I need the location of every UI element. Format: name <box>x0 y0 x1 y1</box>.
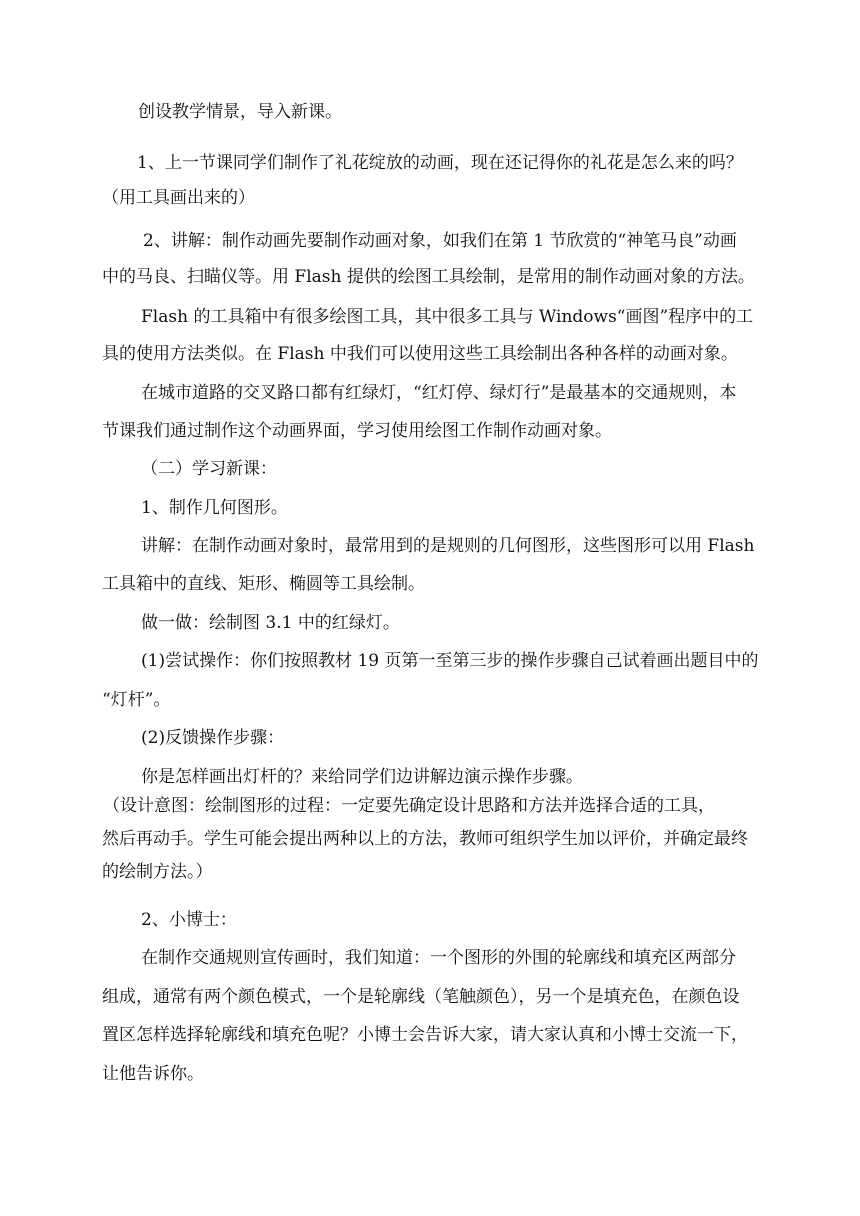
text-line: 让他告诉你。 <box>102 1064 204 1084</box>
text-line: （设计意图：绘制图形的过程：一定要先确定设计思路和方法并选择合适的工具， <box>103 796 715 816</box>
text-line: Flash 的工具箱中有很多绘图工具，其中很多工具与 Windows“画图”程序中的工 <box>141 307 754 327</box>
text-line: 然后再动手。学生可能会提出两种以上的方法，教师可组织学生加以评价，并确定最终 <box>102 829 748 849</box>
text-line: 你是怎样画出灯杆的？来给同学们边讲解边演示操作步骤。 <box>141 767 583 787</box>
text-line: 节课我们通过制作这个动画界面，学习使用绘图工作制作动画对象。 <box>102 421 612 441</box>
text-line: 在城市道路的交叉路口都有红绿灯，“红灯停、绿灯行”是最基本的交通规则，本 <box>141 383 737 403</box>
text-line: 的绘制方法。） <box>102 862 213 882</box>
text-line: 1、上一节课同学们制作了礼花绽放的动画，现在还记得你的礼花是怎么来的吗？ <box>137 153 743 173</box>
text-line: 创设教学情景，导入新课。 <box>138 102 342 122</box>
text-line: (1)尝试操作：你们按照教材 19 页第一至第三步的操作步骤自己试着画出题目中的 <box>141 651 759 671</box>
subheading: 2、小博士： <box>141 910 237 930</box>
text-line: 中的马良、扫瞄仪等。用 Flash 提供的绘图工具绘制，是常用的制作动画对象的方法。 <box>102 267 755 287</box>
text-line: “灯杆”。 <box>102 690 171 710</box>
text-line: 2、讲解：制作动画先要制作动画对象，如我们在第 1 节欣赏的“神笔马良”动画 <box>143 231 737 251</box>
text-line: 具的使用方法类似。在 Flash 中我们可以使用这些工具绘制出各种各样的动画对象。 <box>102 344 738 364</box>
text-line: 组成，通常有两个颜色模式，一个是轮廓线（笔触颜色），另一个是填充色，在颜色设 <box>102 987 740 1007</box>
section-heading: （二）学习新课： <box>141 459 277 479</box>
text-line: (2)反馈操作步骤： <box>141 728 285 748</box>
text-line: 工具箱中的直线、矩形、椭圆等工具绘制。 <box>102 574 425 594</box>
subheading: 1、制作几何图形。 <box>141 498 288 518</box>
text-line: 做一做：绘制图 3.1 中的红绿灯。 <box>141 613 400 633</box>
text-line: 讲解：在制作动画对象时，最常用到的是规则的几何图形，这些图形可以用 Flash <box>141 536 755 556</box>
text-line: 置区怎样选择轮廓线和填充色呢？小博士会告诉大家，请大家认真和小博士交流一下， <box>102 1025 748 1045</box>
text-line: （用工具画出来的） <box>102 188 255 208</box>
text-line: 在制作交通规则宣传画时，我们知道：一个图形的外围的轮廓线和填充区两部分 <box>141 948 736 968</box>
